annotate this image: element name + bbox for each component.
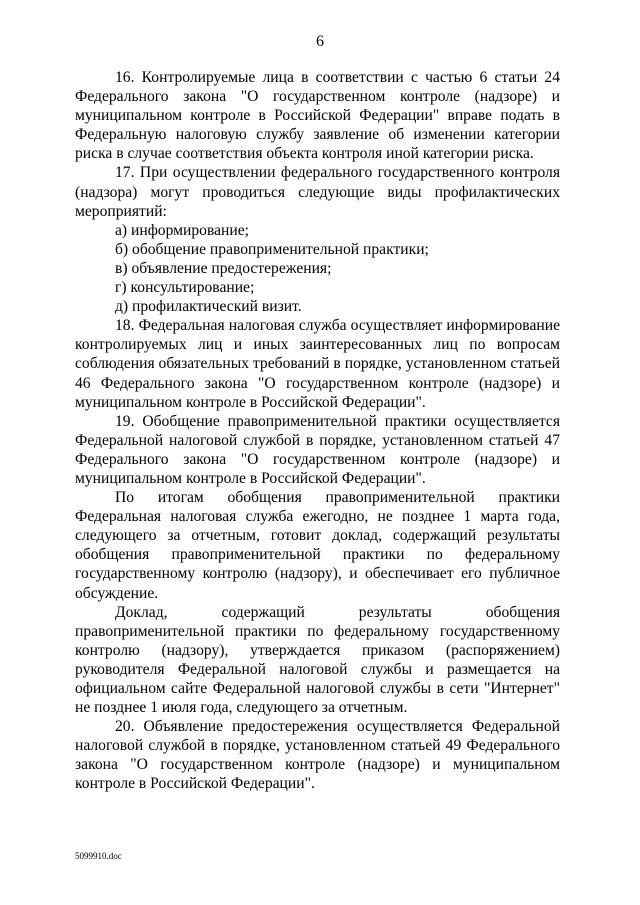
list-item-d: д) профилактический визит. (115, 298, 302, 316)
footer-document-code: 5099910.doc (75, 851, 122, 861)
list-item-v: в) объявление предостережения; (115, 259, 332, 277)
document-body (75, 68, 560, 794)
paragraph-16: 16. Контролируемые лица в соответствии с частью 6 статьи 24 Федерального закона "О государственном контроле (надзоре) и муниципальном контроле в Российской Федерации" вправе подать в Федеральную налоговую службу заявление об изменении категории риска в случае соответствия объекта контроля иной категории риска. (75, 69, 560, 163)
paragraph-19-report-approval: Доклад, содержащий результаты обобщения правоприменительной практики по федеральному государственному контролю (надзору), утверждается приказом (распоряжением) руководителя Федеральной налоговой службы и размещается на официальном сайте Федеральной налоговой службы в сети "Интернет" не позднее 1 июля года, следующего за отчетным. (75, 603, 560, 717)
list-item-g: г) консультирование; (115, 279, 255, 297)
list-item-a: а) информирование; (115, 221, 249, 239)
list-item-b: б) обобщение правоприменительной практики; (115, 240, 429, 258)
paragraph-17: 17. При осуществлении федерального государственного контроля (надзора) могут проводиться следующие виды профилактических мероприятий: (75, 164, 560, 220)
paragraph-18: 18. Федеральная налоговая служба осуществляет информирование контролируемых лиц и иных заинтересованных лиц по вопросам соблюдения обязательных требований в порядке, установленном статьей 46 Федерального закона "О государственном контроле (надзоре) и муниципальном контроле в Российской Федерации". (75, 317, 560, 411)
paragraph-19: 19. Обобщение правоприменительной практики осуществляется Федеральной налоговой службой в порядке, установленном статьей 47 Федерального закона "О государственном контроле (надзоре) и муниципальном контроле в Российской Федерации". (75, 412, 560, 487)
paragraph-19-annual-report: По итогам обобщения правоприменительной практики Федеральная налоговая служба ежегодно, не позднее 1 марта года, следующего за отчетным, готовит доклад, содержащий результаты обобщения правоприменительной практики по федеральному государственному контролю (надзору), и обеспечивает его публичное обсуждение. (75, 489, 560, 602)
page-number: 6 (316, 33, 324, 50)
paragraph-20: 20. Объявление предостережения осуществляется Федеральной налоговой службой в порядке, установленном статьей 49 Федерального закона "О государственном контроле (надзоре) и муниципальном контроле в Российской Федерации". (75, 718, 560, 793)
